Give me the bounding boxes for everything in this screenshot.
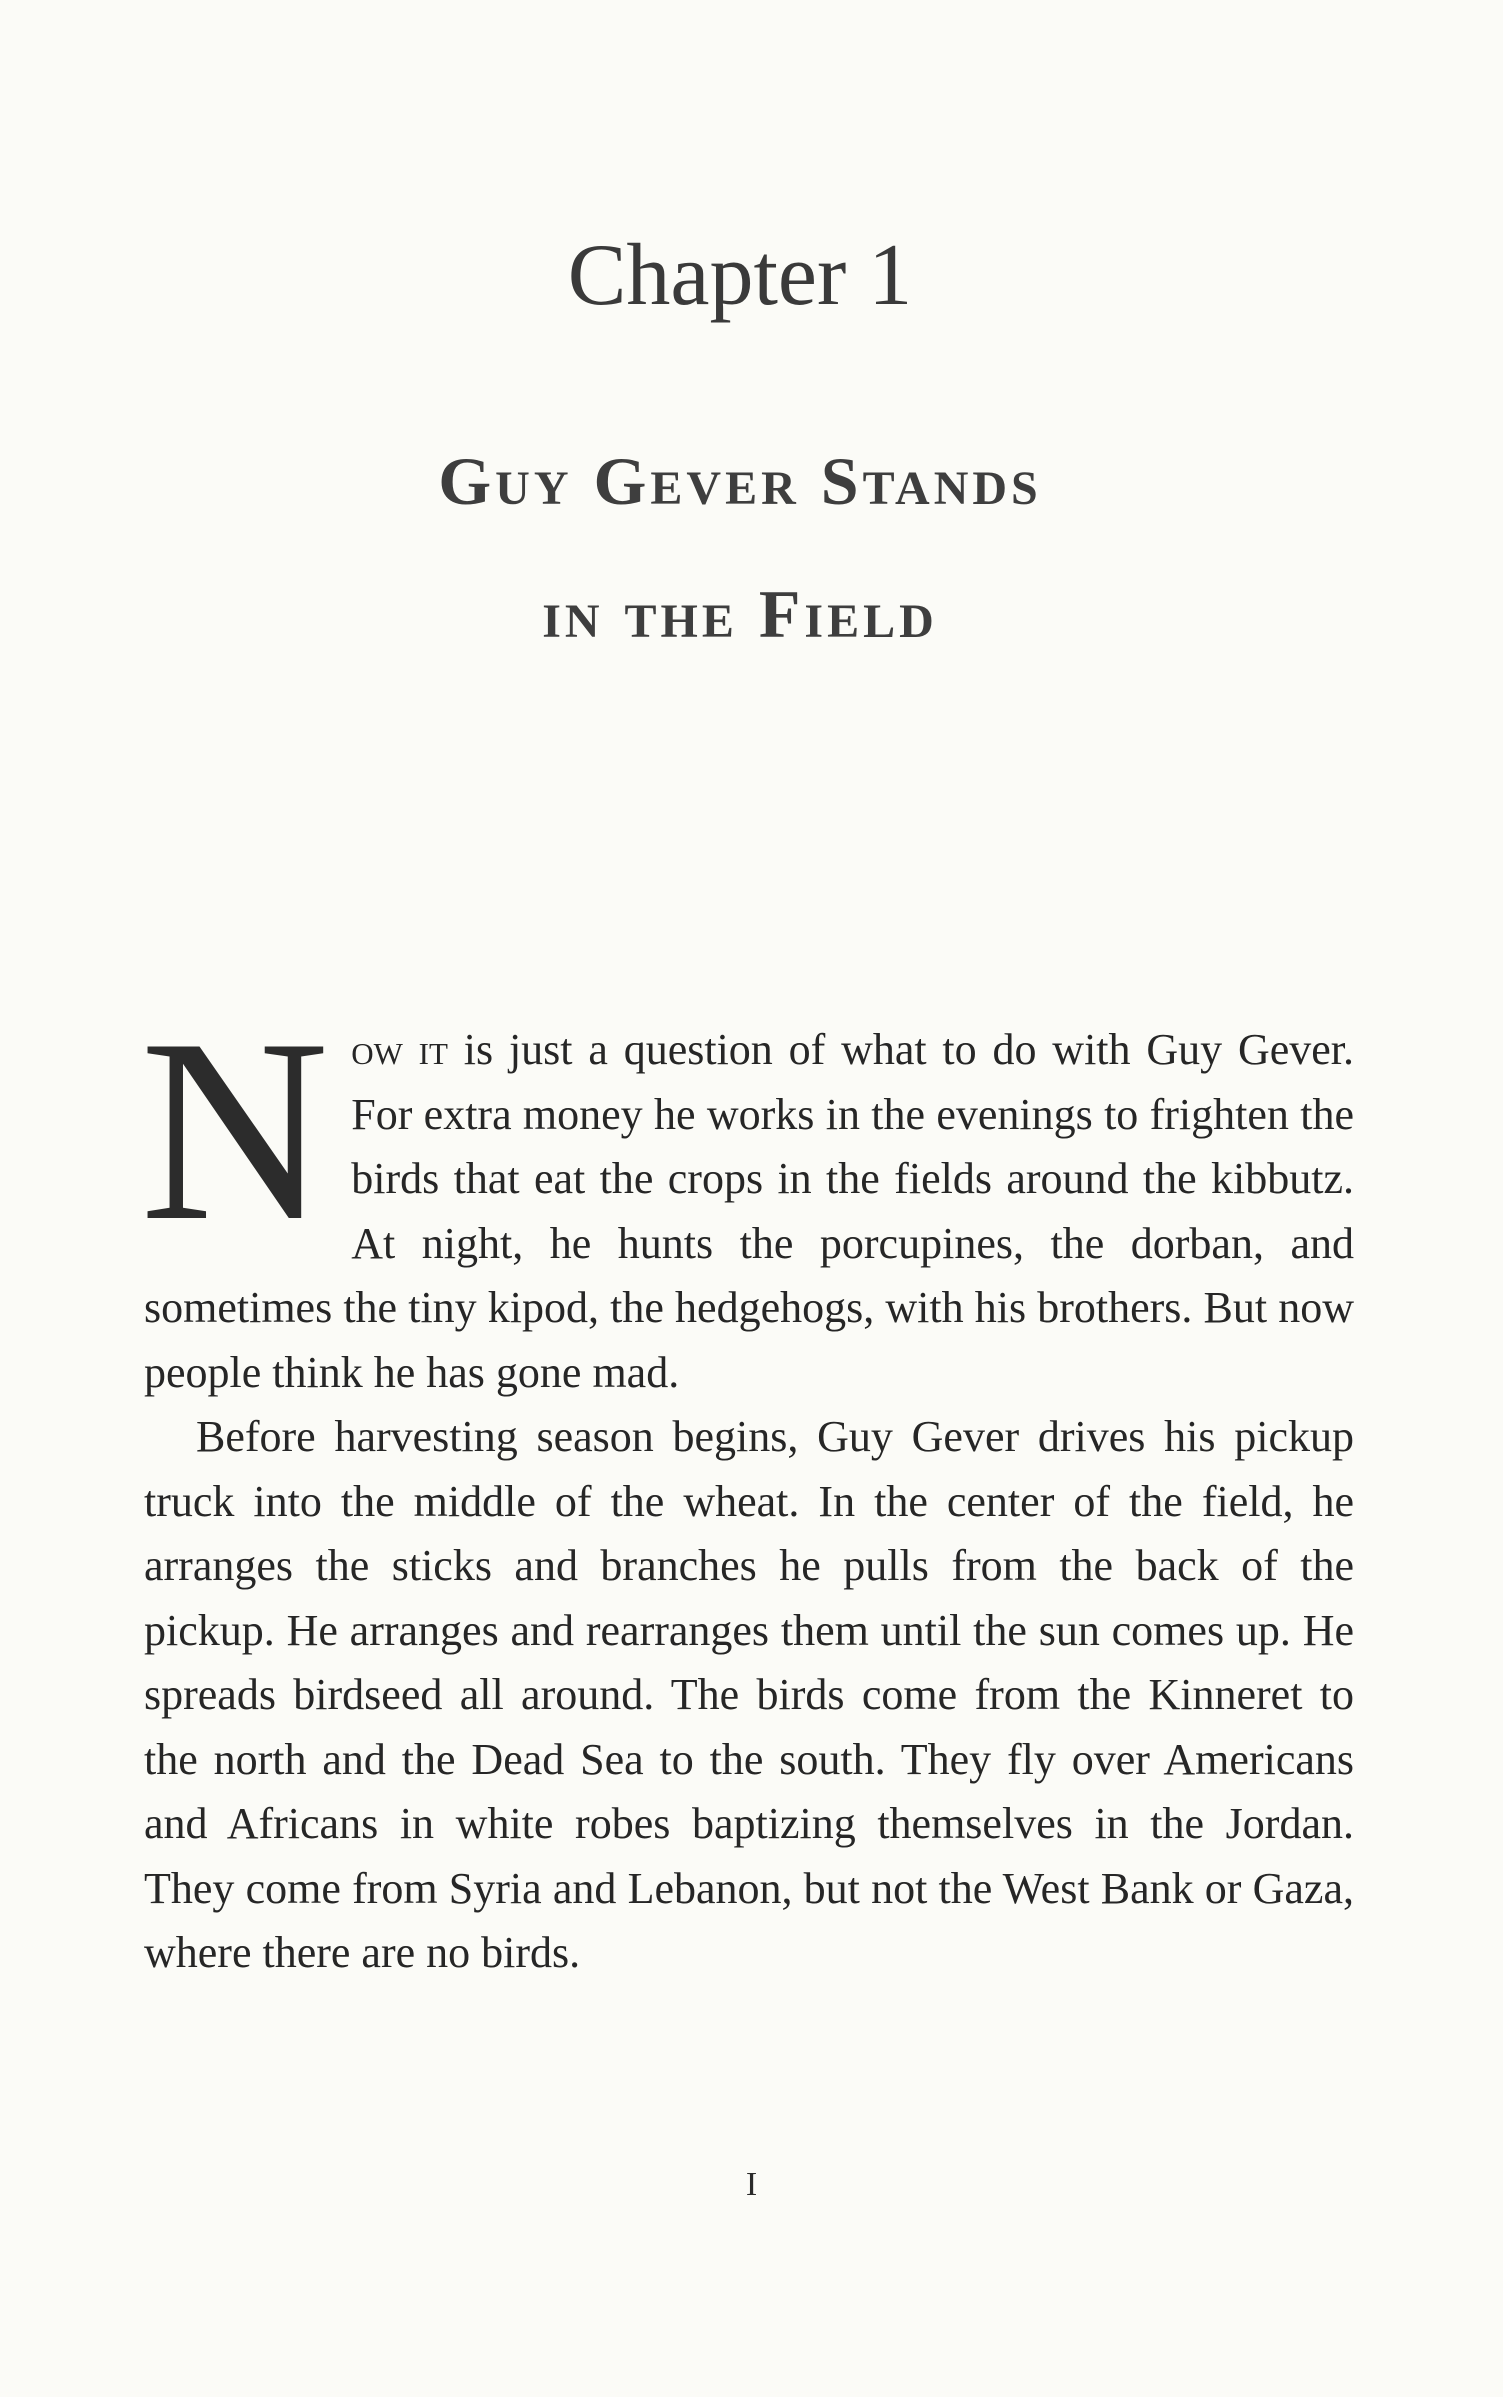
chapter-title-line-2: in the Field	[542, 576, 938, 652]
chapter-body	[140, 985, 1355, 1986]
paragraph-2: Before harvesting season begins, Guy Gever drives his pickup truck into the middle of the wheat. In the center of the field, he arranges the sticks and branches he pulls from the back of the pickup. He arranges and rearranges them until the sun comes up. He spreads birdseed all around. The birds come from the Kinneret to the north and the Dead Sea to the south. They fly over Americans and Africans in white robes baptizing themselves in the Jordan. They come from Syria and Lebanon, but not the West Bank or Gaza, where there are no birds.	[144, 1412, 1354, 1977]
chapter-title-line-1: Guy Gever Stands	[438, 443, 1042, 519]
paragraph-1-text: is just a question of what to do with Guy Gever. For extra money he works in the evenings to frighten the birds that eat the crops in the fields around the kibbutz. At night, he hunts the porcupines, the dorban, and sometimes the tiny kipod, the hedgehogs, with his brothers. But now people think he has gone mad.	[144, 1025, 1355, 1397]
paragraph-1	[140, 985, 1355, 1405]
drop-cap: N	[140, 985, 330, 1275]
lead-in-small-caps: ow it	[351, 1025, 448, 1074]
chapter-number: Chapter 1	[567, 227, 913, 324]
page-number: I	[745, 2166, 758, 2203]
